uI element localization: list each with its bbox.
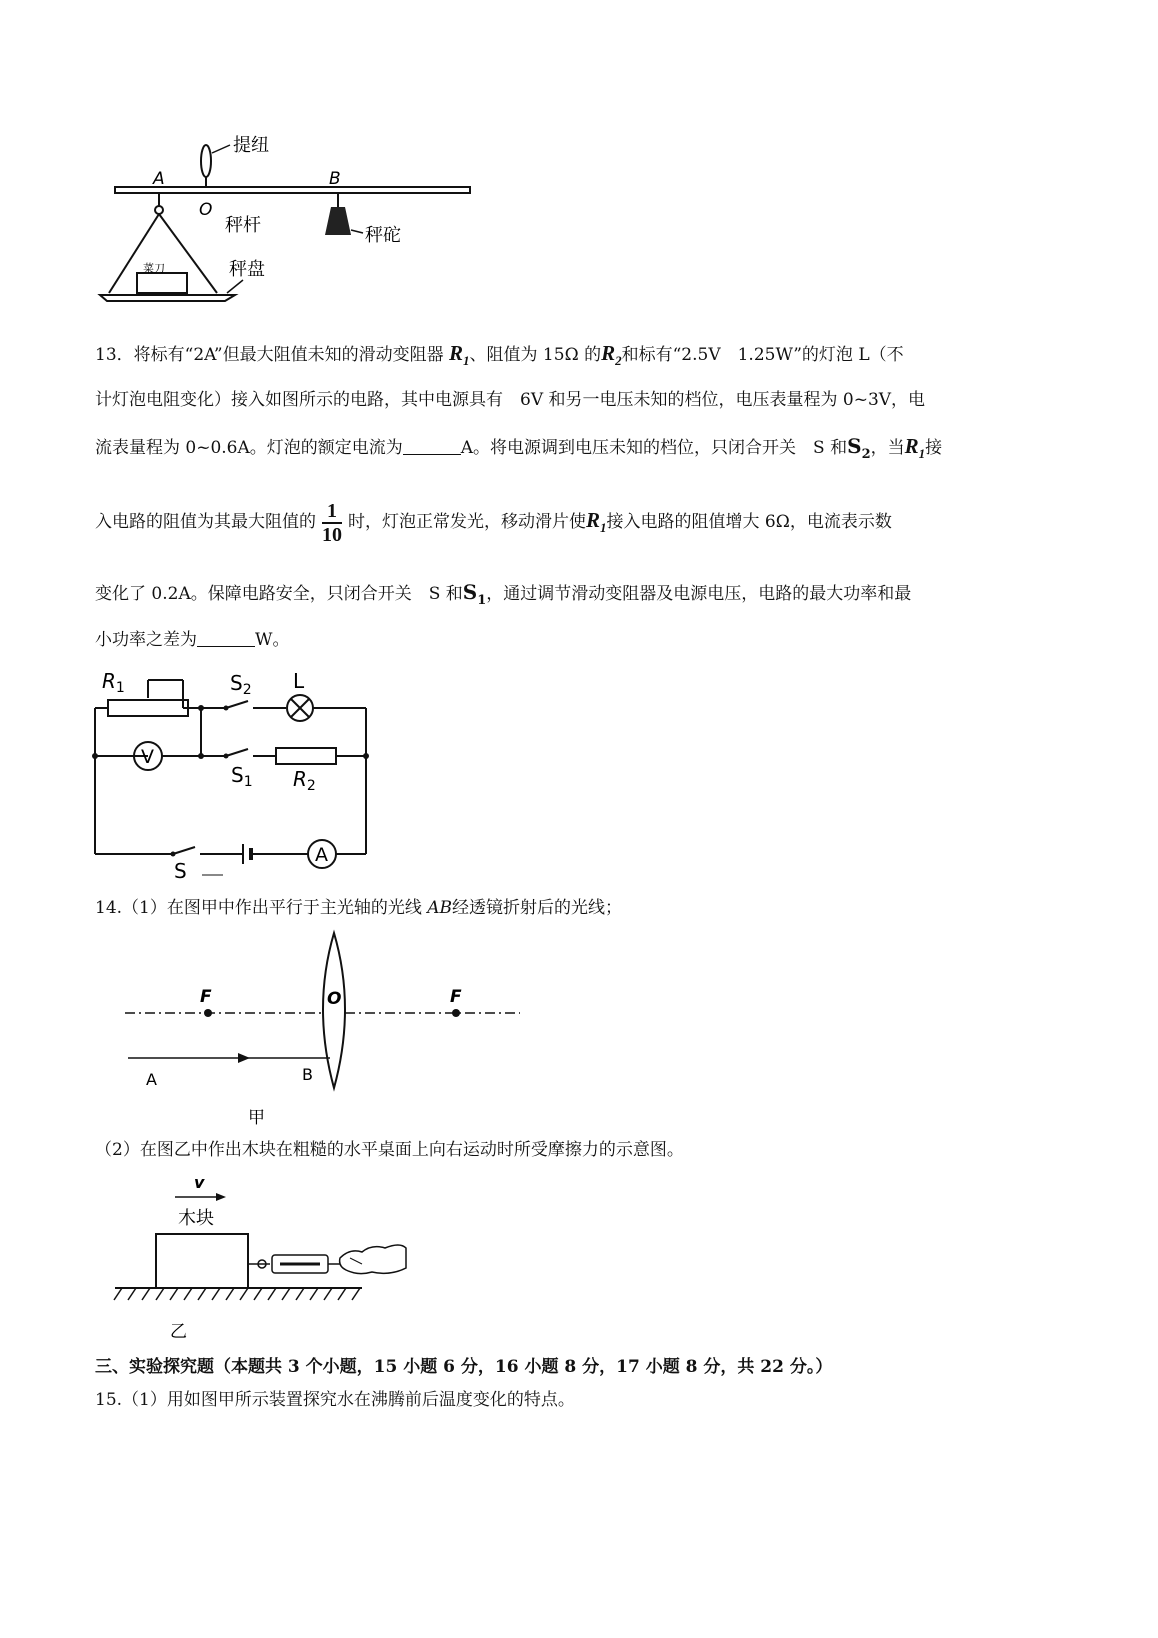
steelyard-object	[137, 273, 187, 293]
label-r2: $R_2$	[293, 767, 316, 794]
block-label: 木块	[178, 1208, 214, 1229]
answer-blank-1[interactable]	[403, 438, 461, 455]
block-figure	[110, 1172, 430, 1342]
focus-right-dot	[452, 1009, 460, 1017]
focus-left-label: F	[200, 987, 212, 1007]
fraction-one-tenth: $\frac{1}{10}$	[322, 499, 342, 546]
figure-caption-jia: 甲	[248, 1108, 265, 1128]
q15-part-1: 15.（1）用如图甲所示装置探究水在沸腾前后温度变化的特点。	[95, 1390, 575, 1410]
steelyard-weight	[325, 207, 351, 235]
ammeter-icon: A	[315, 844, 328, 866]
steelyard-figure	[95, 135, 485, 310]
point-b-label: B	[329, 169, 341, 189]
q14-part-1: 14.（1）在图甲中作出平行于主光轴的光线 AB经透镜折射后的光线；	[95, 898, 623, 918]
q13-line-3: 流表量程为 0~0.6A。灯泡的额定电流为 A。将电源调到电压未知的档位，只闭合开关 S 和$S_2$，当$R_1$接	[95, 434, 943, 462]
q13-line-4: 入电路的阻值为其最大阻值的 $\frac{1}{10}$ 时，灯泡正常发光，移动滑片使$R_1$接入电路的阻值增大 6Ω，电流表示数	[95, 499, 892, 546]
object-label: 菜刀	[143, 262, 165, 275]
hand-icon	[340, 1245, 406, 1274]
section-3-heading: 三、实验探究题（本题共 3 个小题，15 小题 6 分，16 小题 8 分，17 小题 8 分，共 22 分。）	[95, 1357, 833, 1377]
point-o-label: O	[199, 200, 213, 220]
convex-lens	[323, 933, 345, 1088]
focus-left-dot	[204, 1009, 212, 1017]
answer-blank-2[interactable]	[197, 630, 255, 647]
q13-line-5: 变化了 0.2A。保障电路安全，只闭合开关 S 和$S_1$，通过调节滑动变阻器及电源电压，电路的最大功率和最	[95, 580, 912, 608]
pan-label: 秤盘	[229, 259, 265, 280]
label-s: S	[174, 859, 187, 883]
wood-block	[156, 1234, 248, 1288]
weight-label: 秤砣	[365, 225, 401, 246]
steelyard-pan	[100, 295, 235, 301]
q14-part-2: （2）在图乙中作出木块在粗糙的水平桌面上向右运动时所受摩擦力的示意图。	[95, 1140, 684, 1160]
velocity-arrow	[216, 1193, 226, 1201]
label-l: L	[293, 669, 305, 693]
velocity-label: v	[194, 1173, 205, 1192]
rod-label: 秤杆	[225, 215, 261, 236]
voltmeter-icon: V	[141, 746, 154, 768]
q13-line-6: 小功率之差为 W。	[95, 630, 290, 650]
label-s1: $S_1$	[231, 763, 253, 790]
focus-right-label: F	[450, 987, 462, 1007]
q13-line-2: 计灯泡电阻变化）接入如图所示的电路，其中电源具有 6V 和另一电压未知的档位，电压表量程为 0~3V，电	[95, 390, 926, 410]
knob-label: 提纽	[233, 135, 269, 156]
optical-center-label: O	[327, 989, 342, 1009]
circuit-figure	[88, 668, 378, 883]
figure-caption-yi: 乙	[170, 1322, 187, 1342]
label-r1: $R_1$	[102, 669, 125, 696]
point-a-label: A	[153, 169, 165, 189]
label-s2: $S_2$	[230, 671, 252, 698]
steelyard-knob	[201, 145, 211, 177]
ray-label-a: A	[146, 1070, 157, 1089]
ray-label-b: B	[302, 1065, 313, 1084]
steelyard-rod	[115, 187, 470, 193]
lens-figure	[120, 928, 530, 1128]
q13-line-1: 13．将标有“2A”但最大阻值未知的滑动变阻器 $R_1$、阻值为 15Ω 的$R_2$和标有“2.5V 1.25W”的灯泡 L（不	[95, 341, 904, 369]
